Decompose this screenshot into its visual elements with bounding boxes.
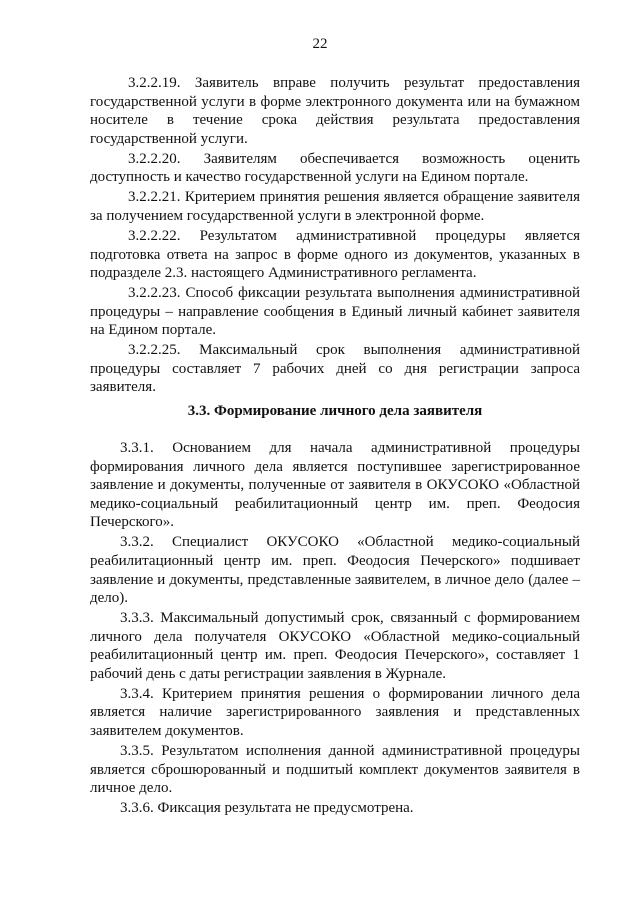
paragraph-3-3-4: 3.3.4. Критерием принятия решения о формировании личного дела является наличие зарегистрированного заявления и представленных заявителем документов. — [90, 685, 580, 740]
section-heading: 3.3. Формирование личного дела заявителя — [187, 403, 483, 419]
paragraph-3-2-2-22: 3.2.2.22. Результатом административной процедуры является подготовка ответа на запрос в форме одного из документов, указанных в подразделе 2.3. настоящего Административного регламента. — [90, 227, 580, 282]
paragraph-3-2-2-21: 3.2.2.21. Критерием принятия решения является обращение заявителя за получением государственной услуги в электронной форме. — [90, 189, 580, 224]
section-3-3-text — [90, 439, 580, 819]
paragraph-3-2-2-19: 3.2.2.19. Заявитель вправе получить результат предоставления государственной услуги в форме электронного документа или на бумажном носителе в течение срока действия результата предоставления государственной услуги. — [90, 75, 580, 147]
paragraph-3-2-2-23: 3.2.2.23. Способ фиксации результата выполнения административной процедуры – направление сообщения в Единый личный кабинет заявителя на Едином портале. — [90, 285, 580, 339]
paragraph-3-3-2: 3.3.2. Специалист ОКУСОКО «Областной медико-социальный реабилитационный центр им. преп. Феодосия Печерского» подшивает заявление и документы, представленные заявителем, в личное дело (далее – дело). — [90, 534, 580, 607]
paragraph-3-3-6: 3.3.6. Фиксация результата не предусмотрена. — [120, 800, 414, 817]
paragraph-3-3-3: 3.3.3. Максимальный допустимый срок, связанный с формированием личного дела получателя ОКУСОКО «Областной медико-социальный реабилитационный центр им. преп. Феодосия Печерского», составляет 1 рабочий день с даты регистрации заявления в Журнале. — [90, 610, 580, 682]
section-3-2-2-text — [90, 74, 580, 398]
paragraph-3-3-5: 3.3.5. Результатом исполнения данной административной процедуры является сброшюрованный и подшитый комплект документов заявителя в личное дело. — [90, 743, 580, 797]
page-number: 22 — [312, 36, 328, 52]
paragraph-3-2-2-20: 3.2.2.20. Заявителям обеспечивается возможность оценить доступность и качество государственной услуги на Едином портале. — [90, 150, 580, 186]
paragraph-3-2-2-25: 3.2.2.25. Максимальный срок выполнения административной процедуры составляет 7 рабочих дней со дня регистрации запроса заявителя. — [90, 342, 580, 396]
paragraph-3-3-1: 3.3.1. Основанием для начала административной процедуры формирования личного дела является поступившее зарегистрированное заявление и документы, полученные от заявителя в ОКУСОКО «Областной медико-социальный реабилитационный центр им. преп. Феодосия Печерского». — [90, 440, 580, 531]
